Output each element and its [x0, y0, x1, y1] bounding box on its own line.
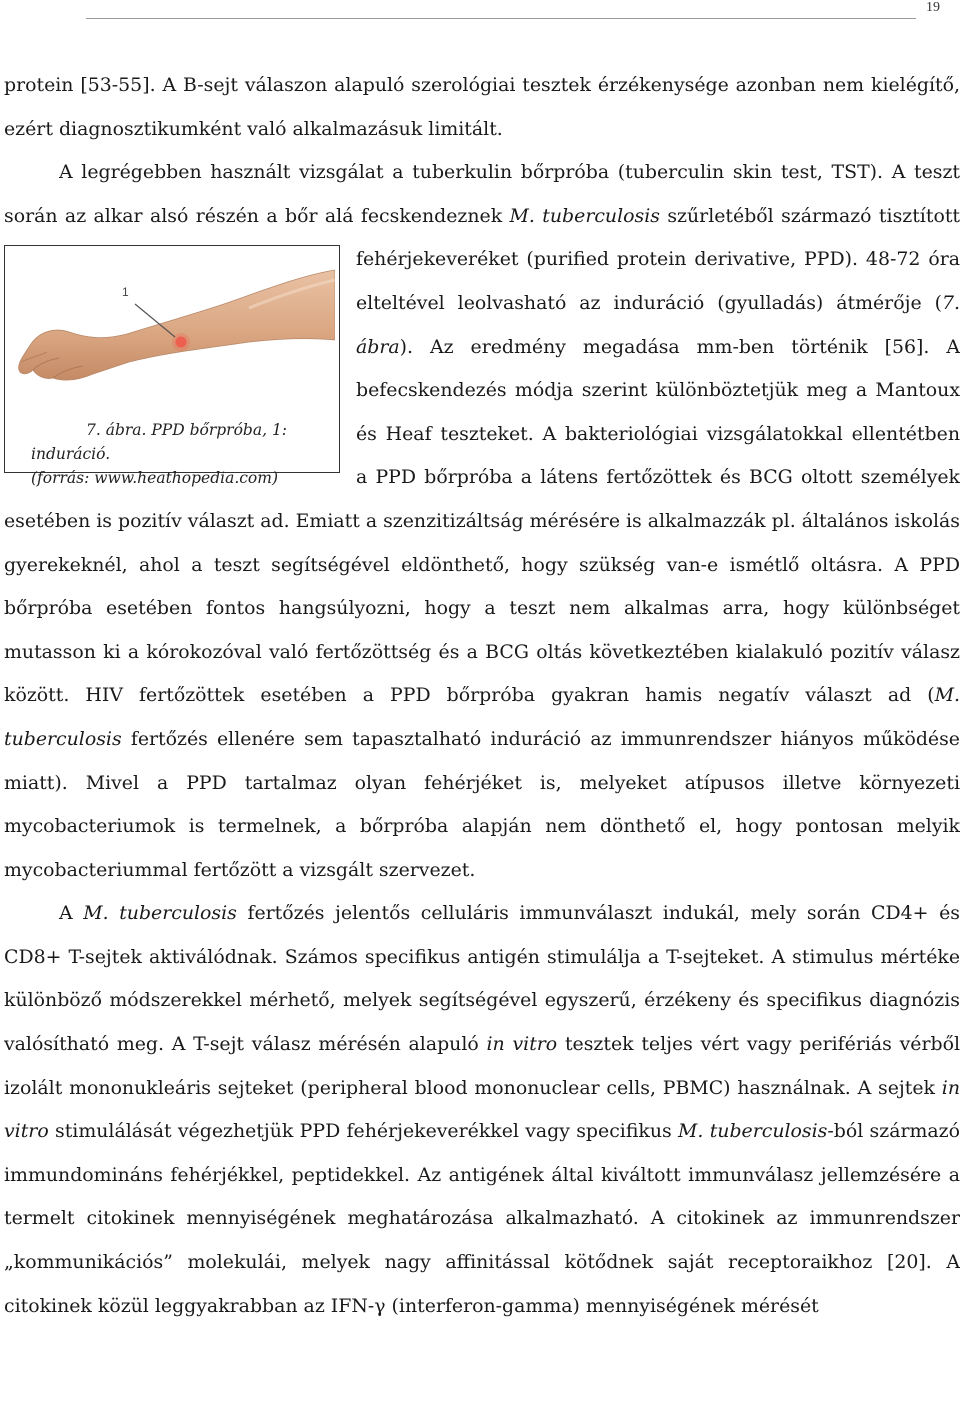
paragraph: protein [53-55]. A B-sejt válaszon alapuló szerológiai tesztek érzékenysége azonban nem kielégítő, ezért diagnosztikumként való alkalmazásuk limitált. [4, 74, 960, 140]
body-text [4, 64, 960, 1328]
figure-7 [4, 245, 340, 488]
header-rule [86, 18, 916, 19]
page-number: 19 [926, 0, 940, 15]
forearm-shape [19, 270, 335, 380]
marker-label: 1 [122, 285, 129, 300]
figure-caption: 7. ábra. PPD bőrpróba, 1: induráció. (forrás: www.heathopedia.com) [31, 421, 288, 488]
arm-illustration [9, 252, 335, 418]
paragraph: A legrégebben használt vizsgálat a tuberkulin bőrpróba (tuberculin skin test, TST). A teszt során az alkar alsó részén a bőr alá fecskendeznek M. tuberculosis 1 7. ábra. PPD bőrpróba, 1: induráció. (forrás: www.heathopedia.com) szűrletéből származó tisztított fehérjekeveréket (purified protein derivative, PPD). 48-72 óra elteltével leolvasható az induráció (gyulladás) átmérője (7. ábra). Az eredmény megadása mm-ben történik [56]. A befecskendezés módja szerint különböztetjük meg a Mantoux és Heaf teszteket. A bakteriológiai vizsgálatokkal ellentétben a PPD bőrpróba a látens fertőzöttek és BCG oltott személyek esetében is pozitív választ ad. Emiatt a szenzitizáltság mérésére is alkalmazzák pl. általános iskolás gyerekeknél, ahol a teszt segítségével eldönthető, hogy szükség van-e ismétlő oltásra. A PPD bőrpróba esetében fontos hangsúlyozni, hogy a teszt nem alkalmas arra, hogy különbséget mutasson ki a kórokozóval való fertőzöttség és a BCG oltás következtében kialakuló pozitív válasz között. HIV fertőzöttek esetében a PPD bőrpróba gyakran hamis negatív választ ad (M. tuberculosis fertőzés ellenére sem tapasztalható induráció az immunrendszer hiányos működése miatt). Mivel a PPD tartalmaz olyan fehérjéket is, melyeket atípusos illetve környezeti mycobacteriumok is termelnek, a bőrpróba alapján nem dönthető el, hogy pontosan melyik mycobacteriummal fertőzött a vizsgált szervezet. [4, 161, 960, 881]
paragraph: A M. tuberculosis fertőzés jelentős celluláris immunválaszt indukál, mely során CD4+ és CD8+ T-sejtek aktiválódnak. Számos specifikus antigén stimulálja a T-sejteket. A stimulus mértéke különböző módszerekkel mérhető, melyek segítségével egyszerű, érzékeny és specifikus diagnózis valósítható meg. A T-sejt válasz mérésén alapuló in vitro tesztek teljes vért vagy perifériás vérből izolált mononukleáris sejteket (peripheral blood mononuclear cells, PBMC) használnak. A sejtek in vitro stimulálását végezhetjük PPD fehérjekeverékkel vagy specifikus M. tuberculosis-ból származó immundomináns fehérjékkel, peptidekkel. Az antigének által kiváltott immunválasz jellemzésére a termelt citokinek mennyiségének meghatározása alkalmazható. A citokinek az immunrendszer „kommunikációs” molekulái, melyek nagy affinitással kötődnek saját receptoraikhoz [20]. A citokinek közül leggyakrabban az IFN-γ (interferon-gamma) mennyiségének mérését [4, 902, 960, 1317]
